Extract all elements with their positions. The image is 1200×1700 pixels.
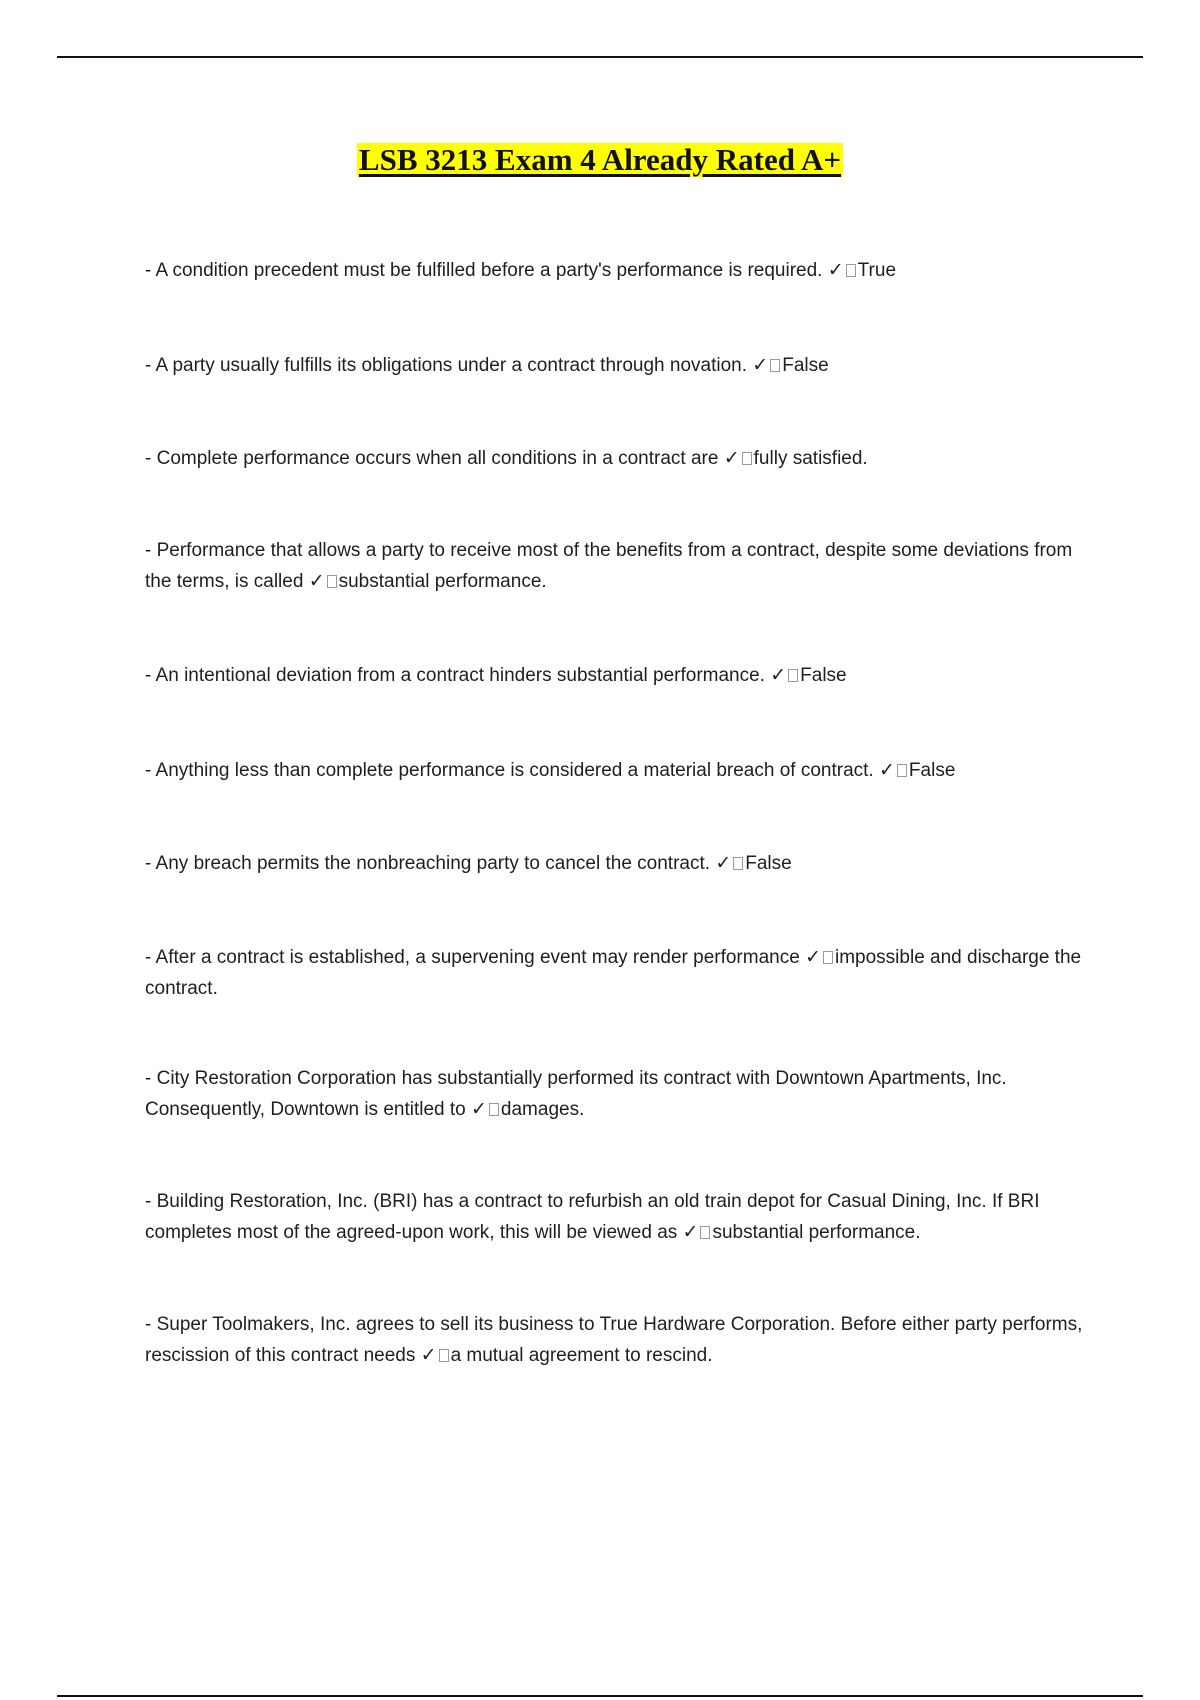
qa-item [145,443,1095,474]
qa-item [145,255,1095,286]
question-text: - Complete performance occurs when all conditions in a contract are [145,448,719,469]
check-icon: ✓ [770,664,787,686]
qa-item [145,1063,1095,1125]
check-icon: ✓ [752,354,769,376]
answer-text: damages. [500,1099,585,1120]
question-text: - An intentional deviation from a contract hinders substantial performance. [145,665,765,686]
answer-text: impossible and discharge the contract. [145,947,1082,999]
qa-item [145,942,1095,1004]
missing-glyph-box-icon [439,1349,449,1362]
document-title: LSB 3213 Exam 4 Already Rated A+ [358,142,842,177]
check-icon: ✓ [471,1098,487,1120]
check-icon: ✓ [805,946,821,968]
question-text: - Any breach permits the nonbreaching party to cancel the contract. [145,853,711,874]
answer-text: a mutual agreement to rescind. [450,1345,713,1366]
check-icon: ✓ [715,852,732,874]
question-text: - After a contract is established, a supervening event may render performance [145,947,800,968]
question-text: - City Restoration Corporation has substantially performed its contract with Downtown Apartments, Inc. Consequently, Downtown is entitled to [145,1068,1007,1120]
answer-text: False [782,355,829,376]
missing-glyph-box-icon [823,951,833,964]
missing-glyph-box-icon [788,669,798,682]
check-icon: ✓ [723,447,740,469]
missing-glyph-box-icon [489,1103,499,1116]
qa-item [145,848,1095,879]
check-icon: ✓ [308,570,325,592]
answer-text: False [800,665,847,686]
question-text: - A party usually fulfills its obligations under a contract through novation. [145,355,748,376]
answer-text: True [857,260,897,281]
missing-glyph-box-icon [733,857,743,870]
question-text: - A condition precedent must be fulfilled before a party's performance is required. [145,260,823,281]
qa-item [145,1186,1095,1248]
question-text: - Performance that allows a party to receive most of the benefits from a contract, despite some deviations from the terms, is called [145,540,1073,592]
answer-text: False [745,853,792,874]
footer-rule [57,1695,1143,1697]
missing-glyph-box-icon [770,359,780,372]
header-rule [57,56,1143,58]
check-icon: ✓ [879,759,895,781]
missing-glyph-box-icon [700,1226,710,1239]
answer-text: fully satisfied. [753,448,868,469]
qa-item [145,535,1095,597]
qa-item [145,755,1095,786]
missing-glyph-box-icon [897,764,907,777]
check-icon: ✓ [827,259,844,281]
question-text: - Super Toolmakers, Inc. agrees to sell its business to True Hardware Corporation. Before either party performs, rescission of this contract needs [145,1314,1083,1366]
check-icon: ✓ [420,1344,437,1366]
answer-text: substantial performance. [338,571,547,592]
answer-text: substantial performance. [712,1222,921,1243]
qa-item [145,350,1095,381]
missing-glyph-box-icon [846,264,856,277]
answer-text: False [908,760,956,781]
qa-item [145,1309,1095,1371]
check-icon: ✓ [682,1221,699,1243]
question-text: - Building Restoration, Inc. (BRI) has a contract to refurbish an old train depot for Casual Dining, Inc. If BRI completes most of the agreed-upon work, this will be viewed as [145,1191,1040,1243]
missing-glyph-box-icon [327,575,337,588]
qa-item [145,660,1095,691]
title-container [0,143,1200,177]
question-text: - Anything less than complete performance is considered a material breach of contract. [145,760,874,781]
missing-glyph-box-icon [742,452,752,465]
